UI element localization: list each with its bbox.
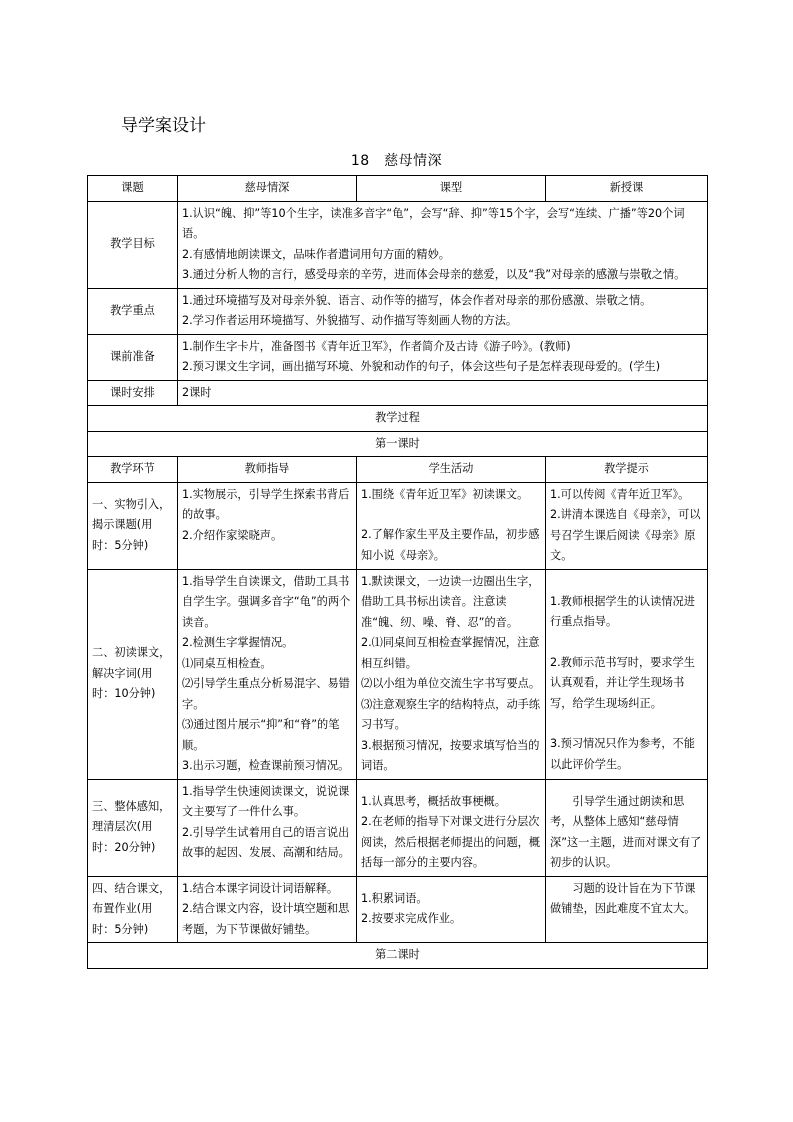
step-row xyxy=(88,779,708,876)
teacher-line: 1.指导学生快速阅读课文，说说课文主要写了一件什么事。 xyxy=(182,784,350,818)
topic-label: 课题 xyxy=(88,176,178,202)
step-stage: 一、实物引入，揭示课题(用时：5分钟) xyxy=(88,482,178,569)
tip-line: 习题的设计旨在为下节课做铺垫，因此难度不宜太大。 xyxy=(550,881,696,915)
student-line: 3.根据预习情况，按要求填写恰当的词语。 xyxy=(361,738,540,772)
student-line: 1.默读课文，一边读一边圈出生字，借助工具书标出读音。注意读准“魄、纫、噪、脊、忍”的音。 xyxy=(361,574,540,629)
lesson-title: 18 慈母情深 xyxy=(350,153,443,169)
teacher-line: ⑴同桌互相检查。 xyxy=(182,656,272,670)
header-student: 学生活动 xyxy=(357,457,546,483)
step-row xyxy=(88,876,708,943)
student-line: 2.⑴同桌间互相检查掌握情况，注意相互纠错。 xyxy=(361,636,540,670)
teacher-line: 1.指导学生自读课文，借助工具书自学生字。强调多音字“龟”的两个读音。 xyxy=(182,574,351,629)
teacher-line: 2.结合课文内容，设计填空题和思考题，为下节课做好铺垫。 xyxy=(182,902,350,936)
student-line: 1.围绕《青年近卫军》初读课文。 xyxy=(361,487,529,501)
teacher-line: 1.结合本课字词设计词语解释。 xyxy=(182,881,339,895)
teacher-line: ⑵引导学生重点分析易混字、易错字。 xyxy=(182,677,350,711)
schedule-value: 2课时 xyxy=(178,380,708,406)
student-line: ⑶注意观察生字的结构特点，动手练习书写。 xyxy=(361,697,541,731)
key-point-line: 1.通过环境描写及对母亲外貌、语言、动作等的描写，体会作者对母亲的那份感激、崇敬之情。 xyxy=(182,293,652,307)
objective-line: 3.通过分析人物的言行，感受母亲的辛劳，进而体会母亲的慈爱，以及“我”对母亲的感激与崇敬之情。 xyxy=(182,268,686,281)
student-line: ⑵以小组为单位交流生字书写要点。 xyxy=(361,677,541,690)
tip-line: 引导学生通过朗读和思考，从整体上感知“慈母情深”这一主题，进而对课文有了初步的认识。 xyxy=(550,794,702,869)
first-period-row xyxy=(88,431,708,457)
process-header-row xyxy=(88,457,708,483)
preparation-line: 1.制作生字卡片，准备图书《青年近卫军》，作者简介及古诗《游子吟》。(教师) xyxy=(182,339,571,353)
objectives-content xyxy=(178,201,708,288)
key-points-row xyxy=(88,288,708,334)
schedule-label: 课时安排 xyxy=(88,380,178,406)
student-line: 1.积累词语。 xyxy=(361,891,428,905)
step-tips xyxy=(546,779,708,876)
objective-line: 1.认识“魄、抑”等10个生字，读准多音字“龟”，会写“辞、抑”等15个字，会写“连续、广播”等20个词语。 xyxy=(182,206,685,240)
key-points-content xyxy=(178,288,708,334)
step-teacher xyxy=(178,482,357,569)
step-stage: 二、初读课文，解决字词(用时：10分钟) xyxy=(88,569,178,779)
first-period-title: 第一课时 xyxy=(88,431,708,457)
student-line: 1.认真思考，概括故事梗概。 xyxy=(361,794,506,808)
tip-line: 2.讲清本课选自《母亲》，可以号召学生课后阅读《母亲》原文。 xyxy=(550,508,701,562)
lesson-plan-table xyxy=(87,175,708,969)
tip-line: 1.教师根据学生的认读情况进行重点指导。 xyxy=(550,594,695,628)
objectives-row xyxy=(88,201,708,288)
step-row xyxy=(88,569,708,779)
type-value: 新授课 xyxy=(546,176,708,202)
student-line: 2.按要求完成作业。 xyxy=(361,912,462,925)
step-student xyxy=(357,569,546,779)
preparation-row xyxy=(88,334,708,380)
objective-line: 2.有感情地朗读课文，品味作者遣词用句方面的精妙。 xyxy=(182,247,450,261)
student-line: 2.在老师的指导下对课文进行分层次阅读，然后根据老师提出的问题，概括每一部分的主要内容。 xyxy=(361,815,541,869)
step-tips xyxy=(546,876,708,943)
tip-line: 1.可以传阅《青年近卫军》。 xyxy=(550,487,690,501)
student-line: 2.了解作家生平及主要作品，初步感知小说《母亲》。 xyxy=(361,528,540,562)
teacher-line: 2.介绍作家梁晓声。 xyxy=(182,528,283,542)
type-label: 课型 xyxy=(357,176,546,202)
teacher-line: 2.检测生字掌握情况。 xyxy=(182,636,294,649)
key-points-label: 教学重点 xyxy=(88,288,178,334)
step-student xyxy=(357,482,546,569)
step-student xyxy=(357,876,546,943)
step-teacher xyxy=(178,876,357,943)
preparation-line: 2.预习课文生字词，画出描写环境、外貌和动作的句子，体会这些句子是怎样表现母爱的。(学生) xyxy=(182,360,661,373)
step-teacher xyxy=(178,569,357,779)
key-point-line: 2.学习作者运用环境描写、外貌描写、动作描写等刻画人物的方法。 xyxy=(182,314,518,327)
step-tips xyxy=(546,569,708,779)
header-stage: 教学环节 xyxy=(88,457,178,483)
step-stage: 三、整体感知，理清层次(用时：20分钟) xyxy=(88,779,178,876)
process-title-row xyxy=(88,406,708,432)
preparation-content xyxy=(178,334,708,380)
step-stage: 四、结合课文，布置作业(用时：5分钟) xyxy=(88,876,178,943)
objectives-label: 教学目标 xyxy=(88,201,178,288)
step-student xyxy=(357,779,546,876)
teacher-line: 3.出示习题，检查课前预习情况。 xyxy=(182,759,350,772)
process-title: 教学过程 xyxy=(88,406,708,432)
header-teacher: 教师指导 xyxy=(178,457,357,483)
header-tips: 教学提示 xyxy=(546,457,708,483)
document-heading: 导学案设计 xyxy=(121,116,206,136)
step-teacher xyxy=(178,779,357,876)
second-period-row xyxy=(88,943,708,969)
preparation-label: 课前准备 xyxy=(88,334,178,380)
topic-value: 慈母情深 xyxy=(178,176,357,202)
teacher-line: 1.实物展示，引导学生探索书背后的故事。 xyxy=(182,487,350,521)
teacher-line: 2.引导学生试着用自己的语言说出故事的起因、发展、高潮和结局。 xyxy=(182,825,350,859)
tip-line: 3.预习情况只作为参考，不能以此评价学生。 xyxy=(550,737,695,771)
step-tips xyxy=(546,482,708,569)
schedule-row xyxy=(88,380,708,406)
step-row xyxy=(88,482,708,569)
topic-row xyxy=(88,176,708,202)
tip-line: 2.教师示范书写时，要求学生认真观看，并让学生现场书写，给学生现场纠正。 xyxy=(550,655,695,710)
second-period-title: 第二课时 xyxy=(88,943,708,969)
teacher-line: ⑶通过图片展示“抑”和“脊”的笔顺。 xyxy=(182,718,340,752)
